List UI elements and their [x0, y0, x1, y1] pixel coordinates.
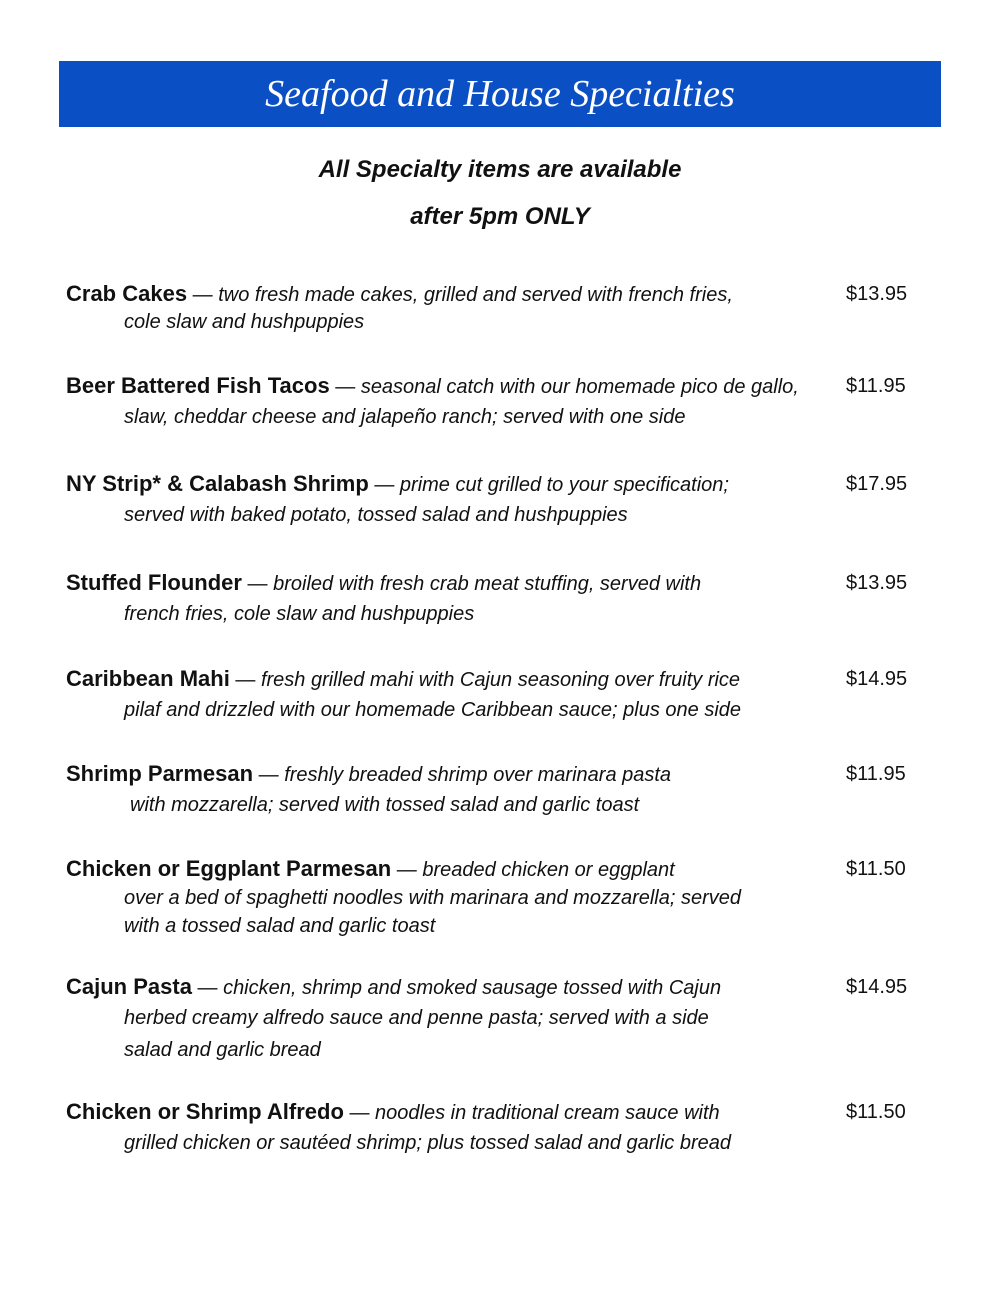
menu-item-price: $14.95 [846, 668, 908, 690]
menu-item-name: NY Strip* & Calabash Shrimp [66, 471, 369, 496]
menu-item [66, 973, 926, 1066]
menu-item-first-line [66, 569, 926, 598]
menu-item-name: Chicken or Shrimp Alfredo [66, 1099, 344, 1124]
menu-item-description: fresh grilled mahi with Cajun seasoning over fruity rice [260, 669, 741, 691]
menu-item-separator: — [253, 764, 285, 786]
menu-item-separator: — [343, 1102, 376, 1124]
menu-item-first-line [66, 280, 926, 309]
menu-item-description: broiled with fresh crab meat stuffing, served with [273, 573, 702, 595]
menu-item-description: prime cut grilled to your specification; [399, 474, 729, 496]
notice-line-2: after 5pm ONLY [410, 203, 590, 230]
page-title: Seafood and House Specialties [265, 73, 735, 115]
menu-item-price: $14.95 [846, 976, 908, 998]
menu-item-first-line [66, 760, 926, 789]
menu-item [66, 1098, 926, 1159]
menu-item-name: Crab Cakes [66, 281, 188, 306]
menu-item-description-continued: with mozzarella; served with tossed salad and garlic toast [130, 794, 640, 816]
menu-item-description-continued: served with baked potato, tossed salad and hushpuppies [124, 504, 628, 526]
menu-item-name: Caribbean Mahi [66, 666, 230, 691]
notice-line-1: All Specialty items are available [318, 156, 682, 183]
menu-item-description: chicken, shrimp and smoked sausage tossed with Cajun [223, 977, 722, 999]
menu-item-separator: — [391, 859, 423, 881]
menu-item-first-line [66, 470, 926, 499]
menu-item-price: $11.50 [846, 1101, 906, 1123]
menu-item-description: seasonal catch with our homemade pico de gallo, [360, 376, 799, 398]
menu-item-price: $17.95 [846, 473, 908, 495]
menu-item-separator: — [229, 669, 261, 691]
menu-item-description-continued: french fries, cole slaw and hushpuppies [124, 603, 475, 625]
menu-item-description-continued: grilled chicken or sautéed shrimp; plus tossed salad and garlic bread [124, 1132, 732, 1154]
menu-item-separator: — [329, 376, 361, 398]
menu-item-description: noodles in traditional cream sauce with [375, 1102, 720, 1124]
menu-item [66, 665, 926, 726]
menu-item-first-line [66, 665, 926, 694]
menu-item-description-continued: herbed creamy alfredo sauce and penne pasta; served with a side [124, 1007, 709, 1029]
menu-item [66, 760, 926, 821]
menu-item [66, 372, 926, 433]
menu-item-name: Beer Battered Fish Tacos [66, 373, 330, 398]
menu-item-description: breaded chicken or eggplant [422, 859, 675, 881]
menu-item-first-line [66, 1098, 926, 1127]
menu-item-description-continued: slaw, cheddar cheese and jalapeño ranch; served with one side [124, 406, 686, 428]
menu-item-price: $13.95 [846, 572, 908, 594]
menu-item [66, 569, 926, 630]
menu-item-separator: — [187, 284, 219, 306]
menu-item-description-continued: pilaf and drizzled with our homemade Caribbean sauce; plus one side [124, 699, 742, 721]
menu-item-first-line [66, 372, 926, 401]
menu-item [66, 280, 926, 335]
menu-item-description: freshly breaded shrimp over marinara pasta [284, 764, 672, 786]
menu-item-name: Stuffed Flounder [66, 570, 242, 595]
menu-item-name: Shrimp Parmesan [66, 761, 254, 786]
menu-item-price: $11.95 [846, 375, 906, 397]
menu-item-price: $13.95 [846, 283, 908, 305]
menu-item-description: two fresh made cakes, grilled and served with french fries, [218, 284, 733, 306]
menu-item-first-line [66, 973, 926, 1002]
menu-item-price: $11.50 [846, 858, 906, 880]
menu-item-first-line [66, 855, 926, 884]
menu-item-name: Cajun Pasta [66, 974, 192, 999]
menu-item-separator: — [368, 474, 400, 496]
title-banner [59, 61, 941, 127]
availability-notice [0, 146, 1000, 240]
menu-item-separator: — [191, 977, 224, 999]
menu-item-description-continued: salad and garlic bread [124, 1039, 321, 1061]
menu-item [66, 470, 926, 531]
menu-item-price: $11.95 [846, 763, 906, 785]
menu-item-description-continued: cole slaw and hushpuppies [124, 311, 365, 333]
menu-item [66, 855, 926, 940]
menu-item-name: Chicken or Eggplant Parmesan [66, 856, 392, 881]
menu-item-description-continued: with a tossed salad and garlic toast [124, 915, 436, 937]
menu-item-separator: — [241, 573, 274, 595]
menu-item-description-continued: over a bed of spaghetti noodles with marinara and mozzarella; served [124, 887, 742, 909]
